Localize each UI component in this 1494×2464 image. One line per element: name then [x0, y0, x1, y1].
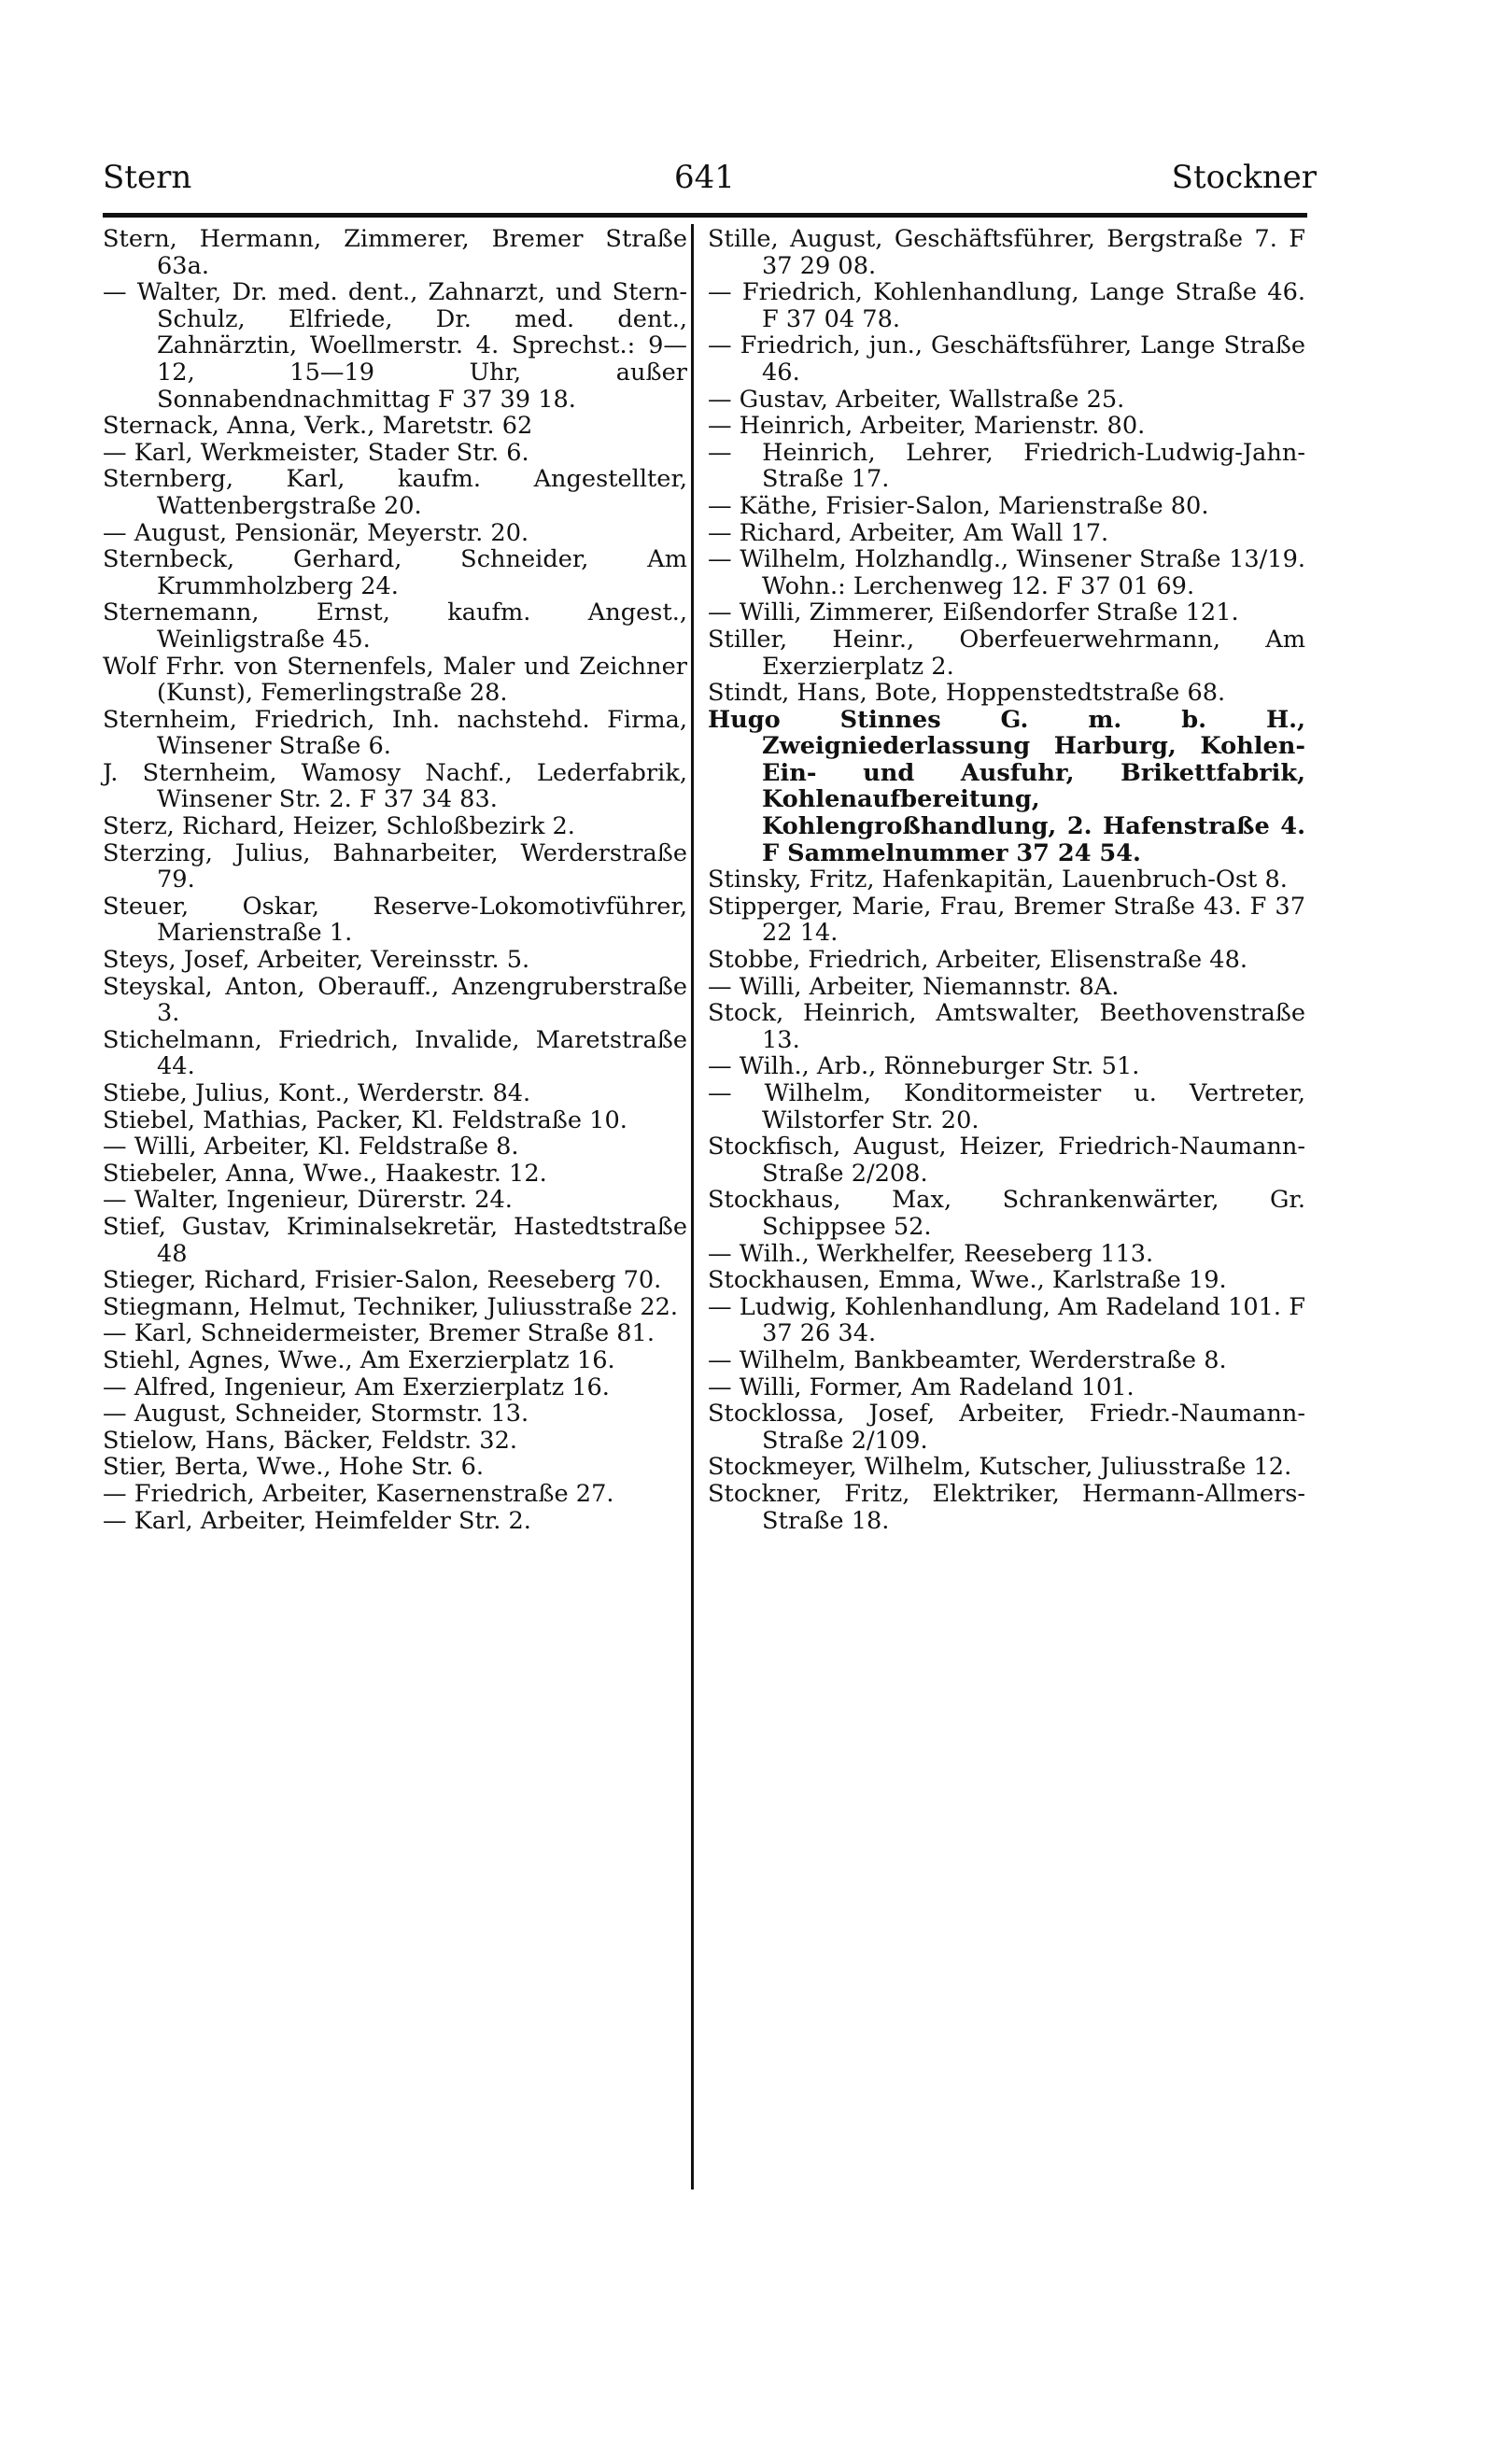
directory-entry: Stindt, Hans, Bote, Hoppenstedtstraße 68.	[708, 679, 1226, 708]
directory-entry: Stinsky, Fritz, Hafenkapitän, Lauenbruch-Ost 8.	[708, 866, 1288, 894]
directory-entry: — Friedrich, jun., Geschäftsführer, Lange Straße 46.	[708, 331, 1305, 387]
directory-entry: Stockner, Fritz, Elektriker, Hermann-Allmers-Straße 18.	[708, 1479, 1305, 1535]
directory-entry: — Walter, Dr. med. dent., Zahnarzt, und Stern-Schulz, Elfriede, Dr. med. dent., Zahnärztin, Woellmerstr. 4. Sprechst.: 9—12, 15—19 Uhr, außer Sonnabendnachmittag F 37 39 18.	[103, 278, 687, 414]
directory-entry: Stichelmann, Friedrich, Invalide, Maretstraße 44.	[103, 1025, 687, 1081]
directory-entry: Stocklossa, Josef, Arbeiter, Friedr.-Naumann-Straße 2/109.	[708, 1400, 1305, 1455]
directory-entry: — Ludwig, Kohlenhandlung, Am Radeland 101. F 37 26 34.	[708, 1292, 1305, 1348]
directory-entry: — Friedrich, Arbeiter, Kasernenstraße 27.	[103, 1479, 614, 1508]
directory-entry: Sterz, Richard, Heizer, Schloßbezirk 2.	[103, 812, 575, 841]
directory-entry: — Karl, Schneidermeister, Bremer Straße 81.	[103, 1319, 655, 1348]
left-column	[103, 226, 687, 1534]
directory-entry: — August, Schneider, Stormstr. 13.	[103, 1400, 529, 1429]
directory-entry: Stiebel, Mathias, Packer, Kl. Feldstraße 10.	[103, 1105, 627, 1134]
directory-entry: — Willi, Former, Am Radeland 101.	[708, 1373, 1135, 1401]
directory-entry: Stiebeler, Anna, Wwe., Haakestr. 12.	[103, 1159, 547, 1188]
directory-entry: — Alfred, Ingenieur, Am Exerzierplatz 16.	[103, 1373, 610, 1401]
directory-entry: — Karl, Arbeiter, Heimfelder Str. 2.	[103, 1506, 531, 1535]
directory-entry: Sternheim, Friedrich, Inh. nachstehd. Firma, Winsener Straße 6.	[103, 705, 687, 761]
directory-entry: Sterzing, Julius, Bahnarbeiter, Werderstraße 79.	[103, 838, 687, 894]
directory-entry: Stockfisch, August, Heizer, Friedrich-Naumann-Straße 2/208.	[708, 1133, 1305, 1188]
directory-entry: Stier, Berta, Wwe., Hohe Str. 6.	[103, 1453, 485, 1482]
directory-entry: Stipperger, Marie, Frau, Bremer Straße 43. F 37 22 14.	[708, 892, 1305, 948]
directory-entry: — Friedrich, Kohlenhandlung, Lange Straße 46. F 37 04 78.	[708, 278, 1305, 333]
header-rule	[103, 213, 1307, 218]
right-column	[708, 226, 1305, 1534]
directory-entry: — Willi, Zimmerer, Eißendorfer Straße 121.	[708, 598, 1239, 627]
column-divider	[691, 224, 694, 2189]
directory-entry: — Heinrich, Arbeiter, Marienstr. 80.	[708, 412, 1146, 441]
directory-entry: — Willi, Arbeiter, Niemannstr. 8A.	[708, 972, 1120, 1001]
directory-entry: — Wilhelm, Bankbeamter, Werderstraße 8.	[708, 1345, 1227, 1374]
directory-entry: Stockhausen, Emma, Wwe., Karlstraße 19.	[708, 1266, 1227, 1295]
directory-entry: J. Sternheim, Wamosy Nachf., Lederfabrik, Winsener Str. 2. F 37 34 83.	[103, 758, 687, 814]
directory-entry: Stiegmann, Helmut, Techniker, Juliusstraße 22.	[103, 1292, 679, 1321]
directory-entry: Stiller, Heinr., Oberfeuerwehrmann, Am Exerzierplatz 2.	[708, 625, 1305, 681]
directory-entry: Sternack, Anna, Verk., Maretstr. 62	[103, 412, 533, 441]
directory-entry: Stockmeyer, Wilhelm, Kutscher, Juliusstraße 12.	[708, 1453, 1292, 1482]
directory-entry: Wolf Frhr. von Sternenfels, Maler und Zeichner (Kunst), Femerlingstraße 28.	[103, 652, 687, 708]
directory-entry: — Wilhelm, Holzhandlg., Winsener Straße 13/19. Wohn.: Lerchenweg 12. F 37 01 69.	[708, 545, 1305, 600]
directory-entry: Stock, Heinrich, Amtswalter, Beethovenstraße 13.	[708, 999, 1305, 1054]
directory-entry: Stille, August, Geschäftsführer, Bergstraße 7. F 37 29 08.	[708, 225, 1305, 280]
running-head-right: Stockner	[1171, 159, 1317, 196]
directory-entry: — Wilh., Werkhelfer, Reeseberg 113.	[708, 1239, 1154, 1268]
directory-entry: Steuer, Oskar, Reserve-Lokomotivführer, Marienstraße 1.	[103, 892, 687, 948]
directory-entry: Sternemann, Ernst, kaufm. Angest., Weinligstraße 45.	[103, 598, 687, 654]
directory-entry: Stielow, Hans, Bäcker, Feldstr. 32.	[103, 1426, 517, 1455]
directory-entry: — August, Pensionär, Meyerstr. 20.	[103, 518, 529, 547]
page-number: 641	[674, 159, 735, 196]
directory-entry: Steys, Josef, Arbeiter, Vereinsstr. 5.	[103, 946, 530, 975]
directory-entry: Stern, Hermann, Zimmerer, Bremer Straße 63a.	[103, 225, 687, 280]
directory-entry: Hugo Stinnes G. m. b. H., Zweigniederlassung Harburg, Kohlen-Ein- und Ausfuhr, Brikettfabrik, Kohlenaufbereitung, Kohlengroßhandlung, 2. Hafenstraße 4. F Sammelnummer 37 24 54.	[708, 705, 1305, 867]
directory-entry: — Walter, Ingenieur, Dürerstr. 24.	[103, 1186, 513, 1215]
directory-entry: — Wilh., Arb., Rönneburger Str. 51.	[708, 1052, 1140, 1081]
directory-entry: Stief, Gustav, Kriminalsekretär, Hastedtstraße 48	[103, 1212, 687, 1268]
directory-entry: — Gustav, Arbeiter, Wallstraße 25.	[708, 385, 1125, 414]
directory-entry: Stiebe, Julius, Kont., Werderstr. 84.	[103, 1079, 531, 1107]
directory-entry: Sternbeck, Gerhard, Schneider, Am Krummholzberg 24.	[103, 545, 687, 600]
directory-entry: — Karl, Werkmeister, Stader Str. 6.	[103, 438, 529, 467]
directory-entry: — Käthe, Frisier-Salon, Marienstraße 80.	[708, 491, 1209, 520]
directory-entry: Stobbe, Friedrich, Arbeiter, Elisenstraße 48.	[708, 946, 1247, 975]
directory-entry: — Richard, Arbeiter, Am Wall 17.	[708, 518, 1109, 547]
directory-entry: — Heinrich, Lehrer, Friedrich-Ludwig-Jahn-Straße 17.	[708, 438, 1305, 494]
directory-entry: Stieger, Richard, Frisier-Salon, Reeseberg 70.	[103, 1266, 662, 1295]
directory-entry: — Willi, Arbeiter, Kl. Feldstraße 8.	[103, 1133, 519, 1162]
directory-entry: Stockhaus, Max, Schrankenwärter, Gr. Schippsee 52.	[708, 1186, 1305, 1241]
running-head-left: Stern	[103, 159, 192, 196]
directory-entry: Steyskal, Anton, Oberauff., Anzengruberstraße 3.	[103, 972, 687, 1028]
directory-entry: — Wilhelm, Konditormeister u. Vertreter, Wilstorfer Str. 20.	[708, 1079, 1305, 1134]
directory-entry: Stiehl, Agnes, Wwe., Am Exerzierplatz 16.	[103, 1345, 615, 1374]
directory-entry: Sternberg, Karl, kaufm. Angestellter, Wattenbergstraße 20.	[103, 465, 687, 520]
